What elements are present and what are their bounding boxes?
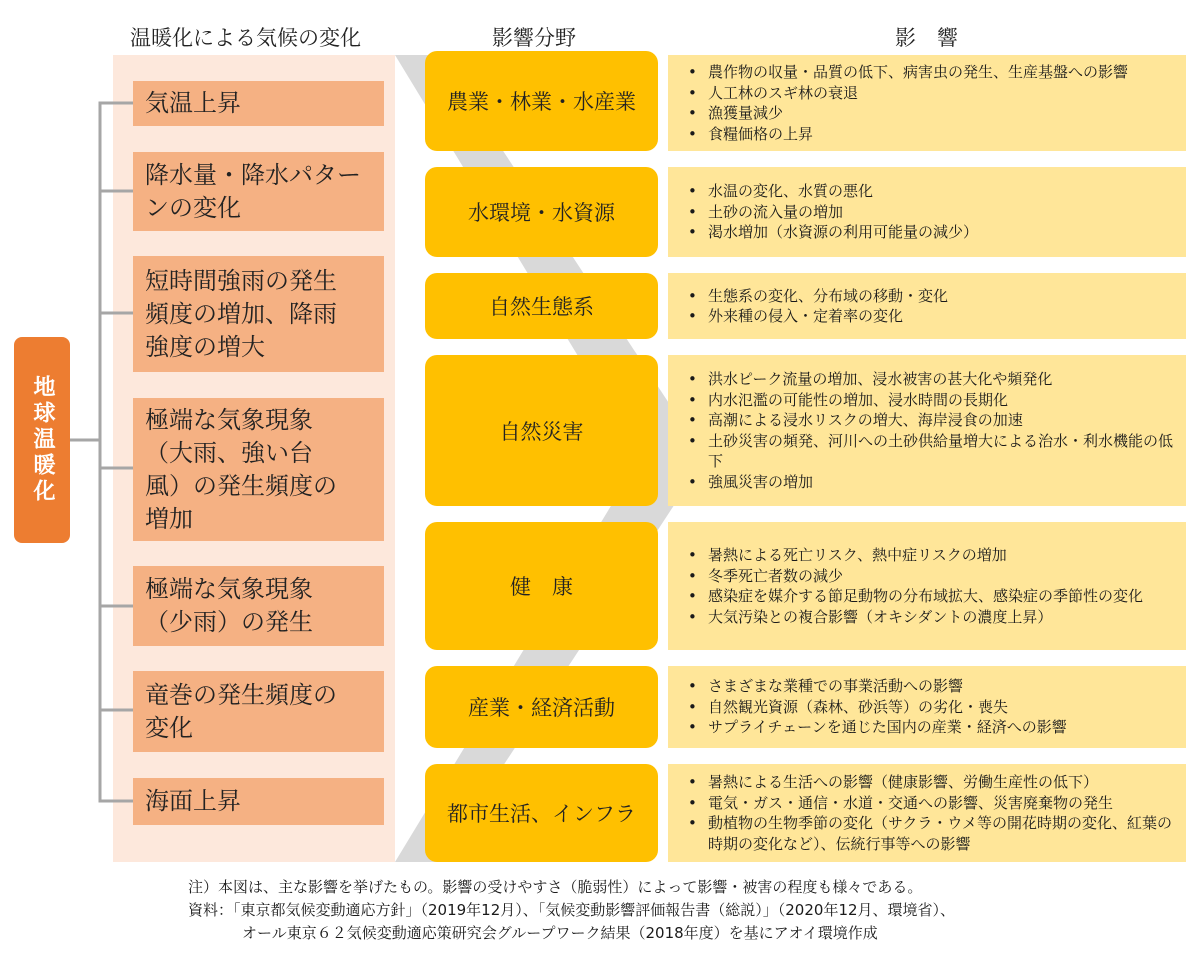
field-urban-life: 都市生活、インフラ [425, 764, 658, 862]
cause-temperature-rise [133, 81, 384, 126]
impacts-water [668, 167, 1186, 257]
impact-item: • サプライチェーンを通じた国内の産業・経済への影響 [680, 717, 1178, 738]
field-agriculture: 農業・林業・水産業 [425, 51, 658, 151]
impact-item: • 土砂の流入量の増加 [680, 202, 1178, 223]
impacts-industry [668, 666, 1186, 748]
cause-label: 降水量・降水パター ンの変化 [145, 160, 361, 222]
field-natural-disaster: 自然災害 [425, 355, 658, 506]
source-line-continued: オール東京６２気候変動適応策研究会グループワーク結果（2018年度）を基にアオイ環境作成 [242, 924, 878, 942]
impact-item: • 暑熱による生活への影響（健康影響、労働生産性の低下） [680, 772, 1178, 793]
impact-item: • 大気汚染との複合影響（オキシダントの濃度上昇） [680, 607, 1178, 628]
impact-item: • 渇水増加（水資源の利用可能量の減少） [680, 222, 1178, 243]
source-line: 資料：「東京都気候変動適応方針」（2019年12月）、「気候変動影響評価報告書（総説）」（2020年12月、環境省）、 [188, 901, 956, 919]
impact-item: • 電気・ガス・通信・水道・交通への影響、災害廃棄物の発生 [680, 793, 1178, 814]
impacts-header: 影 響 [895, 26, 958, 50]
note-line: 注）本図は、主な影響を挙げたもの。影響の受けやすさ（脆弱性）によって影響・被害の程度も様々である。 [188, 878, 923, 896]
causes-header: 温暖化による気候の変化 [130, 26, 361, 50]
impacts-natural-disaster [668, 355, 1186, 506]
impact-item: • 内水氾濫の可能性の増加、浸水時間の長期化 [680, 390, 1178, 411]
fields-header: 影響分野 [492, 26, 576, 50]
field-ecosystem: 自然生態系 [425, 273, 658, 339]
impact-item: • 動植物の生物季節の変化（サクラ・ウメ等の開花時期の変化、紅葉の時期の変化など）、伝統行事等への影響 [680, 813, 1178, 854]
cause-label: 気温上昇 [145, 89, 241, 117]
cause-precipitation-change [133, 152, 384, 231]
cause-sea-level-rise [133, 778, 384, 825]
field-industry: 産業・経済活動 [425, 666, 658, 748]
impacts-urban-life [668, 764, 1186, 862]
impact-item: • 人工林のスギ林の衰退 [680, 83, 1178, 104]
impact-item: • 外来種の侵入・定着率の変化 [680, 306, 1178, 327]
impact-item: • さまざまな業種での事業活動への影響 [680, 676, 1178, 697]
impact-item: • 高潮による浸水リスクの増大、海岸浸食の加速 [680, 410, 1178, 431]
impacts-ecosystem [668, 273, 1186, 339]
cause-extreme-weather-heavy [133, 398, 384, 541]
impact-item: • 冬季死亡者数の減少 [680, 566, 1178, 587]
cause-tornado-change [133, 671, 384, 752]
cause-label: 極端な気象現象 （少雨）の発生 [145, 575, 313, 636]
cause-label: 海面上昇 [145, 787, 241, 815]
cause-extreme-weather-drought [133, 566, 384, 646]
impact-item: • 漁獲量減少 [680, 103, 1178, 124]
impact-item: • 強風災害の増加 [680, 472, 1178, 493]
cause-label: 竜巻の発生頻度の 変化 [145, 680, 337, 742]
impact-item: • 洪水ピーク流量の増加、浸水被害の甚大化や頻発化 [680, 369, 1178, 390]
field-health: 健 康 [425, 522, 658, 650]
cause-label: 短時間強雨の発生 頻度の増加、降雨 強度の増大 [145, 266, 337, 361]
impact-item: • 土砂災害の頻発、河川への土砂供給量増大による治水・利水機能の低下 [680, 431, 1178, 472]
impact-item: • 暑熱による死亡リスク、熱中症リスクの増加 [680, 545, 1178, 566]
global-warming-label: 地球温暖化 [30, 375, 55, 505]
field-water: 水環境・水資源 [425, 167, 658, 257]
impact-item: • 自然観光資源（森林、砂浜等）の劣化・喪失 [680, 697, 1178, 718]
impact-item: • 感染症を媒介する節足動物の分布域拡大、感染症の季節性の変化 [680, 586, 1178, 607]
impact-item: • 生態系の変化、分布域の移動・変化 [680, 286, 1178, 307]
cause-label: 極端な気象現象 （大雨、強い台 風）の発生頻度の 増加 [145, 405, 337, 533]
impact-item: • 農作物の収量・品質の低下、病害虫の発生、生産基盤への影響 [680, 62, 1178, 83]
impacts-agriculture [668, 55, 1186, 151]
impact-item: • 食糧価格の上昇 [680, 124, 1178, 145]
global-warming-box [14, 337, 70, 543]
impact-item: • 水温の変化、水質の悪化 [680, 181, 1178, 202]
cause-heavy-rain-increase [133, 256, 384, 372]
impacts-health [668, 522, 1186, 650]
